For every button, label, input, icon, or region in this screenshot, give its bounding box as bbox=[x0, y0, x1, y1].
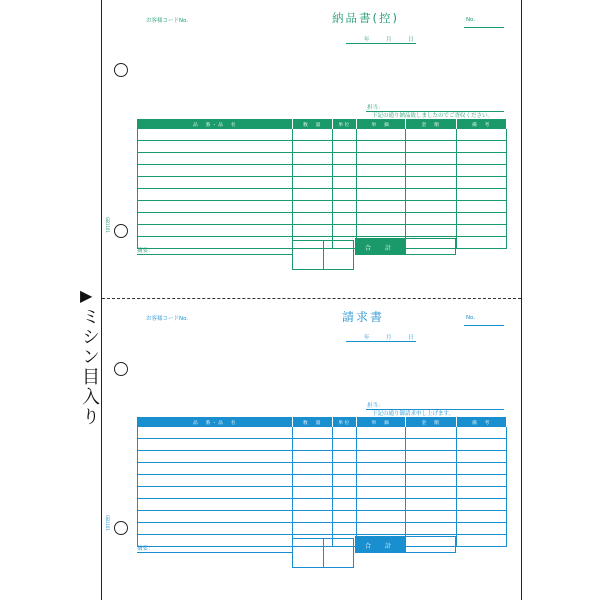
table-cell[interactable] bbox=[138, 153, 293, 165]
stamp-cell[interactable] bbox=[293, 241, 324, 269]
table-cell[interactable] bbox=[406, 475, 457, 487]
total-amount-box[interactable] bbox=[405, 238, 456, 255]
table-cell[interactable] bbox=[138, 225, 293, 237]
table-cell[interactable] bbox=[138, 177, 293, 189]
table-cell[interactable] bbox=[138, 141, 293, 153]
table-cell[interactable] bbox=[357, 153, 406, 165]
total-label: 合 計 bbox=[364, 543, 395, 550]
remarks-label: 摘要： bbox=[137, 248, 154, 254]
form-sheet bbox=[101, 0, 522, 600]
table-cell[interactable] bbox=[457, 439, 507, 451]
table-cell[interactable] bbox=[457, 475, 507, 487]
table-cell[interactable] bbox=[406, 451, 457, 463]
table-cell[interactable] bbox=[293, 463, 333, 475]
column-header: 単 価 bbox=[357, 120, 406, 129]
table-cell[interactable] bbox=[457, 535, 507, 547]
table-cell[interactable] bbox=[333, 439, 357, 451]
date-day: 日 bbox=[408, 37, 414, 43]
items-table bbox=[137, 417, 507, 547]
table-row bbox=[138, 213, 507, 225]
table-cell[interactable] bbox=[293, 165, 333, 177]
table-cell[interactable] bbox=[293, 475, 333, 487]
table-cell[interactable] bbox=[406, 499, 457, 511]
table-row bbox=[138, 487, 507, 499]
table-cell[interactable] bbox=[333, 463, 357, 475]
stamp-box bbox=[292, 538, 354, 568]
stamp-cell[interactable] bbox=[324, 539, 354, 567]
table-row bbox=[138, 439, 507, 451]
table-cell[interactable] bbox=[357, 523, 406, 535]
table-cell[interactable] bbox=[457, 463, 507, 475]
delivery-note-copy bbox=[102, 0, 521, 298]
table-cell[interactable] bbox=[293, 201, 333, 213]
table-cell[interactable] bbox=[333, 511, 357, 523]
table-cell[interactable] bbox=[333, 475, 357, 487]
table-cell[interactable] bbox=[406, 463, 457, 475]
table-cell[interactable] bbox=[138, 201, 293, 213]
table-cell[interactable] bbox=[357, 165, 406, 177]
table-cell[interactable] bbox=[293, 225, 333, 237]
table-cell[interactable] bbox=[357, 213, 406, 225]
date-month: 月 bbox=[386, 335, 392, 341]
perforation-line bbox=[102, 298, 521, 299]
table-cell[interactable] bbox=[457, 523, 507, 535]
table-cell[interactable] bbox=[333, 427, 357, 439]
table-cell[interactable] bbox=[333, 225, 357, 237]
table-cell[interactable] bbox=[357, 177, 406, 189]
date-year: 年 bbox=[364, 335, 370, 341]
table-cell[interactable] bbox=[293, 129, 333, 141]
table-cell[interactable] bbox=[333, 177, 357, 189]
table-cell[interactable] bbox=[333, 141, 357, 153]
table-cell[interactable] bbox=[357, 451, 406, 463]
table-cell[interactable] bbox=[293, 499, 333, 511]
table-cell[interactable] bbox=[457, 499, 507, 511]
table-cell[interactable] bbox=[406, 487, 457, 499]
table-cell[interactable] bbox=[357, 141, 406, 153]
table-cell[interactable] bbox=[357, 439, 406, 451]
table-cell[interactable] bbox=[138, 129, 293, 141]
table-cell[interactable] bbox=[357, 189, 406, 201]
total-amount-box[interactable] bbox=[405, 536, 456, 553]
table-row bbox=[138, 463, 507, 475]
customer-code-label: お客様コードNo. bbox=[146, 316, 189, 322]
table-cell[interactable] bbox=[138, 463, 293, 475]
column-header: 金 額 bbox=[406, 120, 457, 129]
table-row bbox=[138, 165, 507, 177]
table-cell[interactable] bbox=[457, 141, 507, 153]
table-cell[interactable] bbox=[138, 511, 293, 523]
table-row bbox=[138, 475, 507, 487]
table-cell[interactable] bbox=[138, 427, 293, 439]
number-label: No. bbox=[466, 17, 476, 23]
stamp-cell[interactable] bbox=[324, 241, 354, 269]
table-cell[interactable] bbox=[406, 523, 457, 535]
table-cell[interactable] bbox=[293, 523, 333, 535]
message-text: 下記の通り御請求申し上げます。 bbox=[372, 411, 455, 417]
column-header: 数 量 bbox=[293, 418, 333, 427]
stamp-box bbox=[292, 240, 354, 270]
table-cell[interactable] bbox=[138, 189, 293, 201]
column-header: 金 額 bbox=[406, 418, 457, 427]
table-cell[interactable] bbox=[457, 225, 507, 237]
table-row bbox=[138, 451, 507, 463]
table-cell[interactable] bbox=[457, 213, 507, 225]
date-day: 日 bbox=[408, 335, 414, 341]
table-cell[interactable] bbox=[333, 189, 357, 201]
table-cell[interactable] bbox=[333, 499, 357, 511]
table-cell[interactable] bbox=[293, 451, 333, 463]
column-header: 単位 bbox=[333, 418, 357, 427]
number-line bbox=[464, 27, 504, 28]
table-cell[interactable] bbox=[333, 165, 357, 177]
table-cell[interactable] bbox=[293, 213, 333, 225]
remarks-label: 摘要： bbox=[137, 546, 154, 552]
table-row bbox=[138, 427, 507, 439]
table-cell[interactable] bbox=[333, 129, 357, 141]
invoice-form bbox=[102, 300, 521, 598]
table-cell[interactable] bbox=[357, 225, 406, 237]
table-cell[interactable] bbox=[293, 177, 333, 189]
table-cell[interactable] bbox=[406, 165, 457, 177]
table-cell[interactable] bbox=[138, 499, 293, 511]
table-cell[interactable] bbox=[357, 427, 406, 439]
table-row bbox=[138, 177, 507, 189]
table-cell[interactable] bbox=[406, 225, 457, 237]
table-cell[interactable] bbox=[357, 487, 406, 499]
remarks-line bbox=[137, 254, 292, 255]
customer-code-label: お客様コードNo. bbox=[146, 18, 189, 24]
table-row bbox=[138, 511, 507, 523]
table-cell[interactable] bbox=[293, 427, 333, 439]
table-cell[interactable] bbox=[138, 213, 293, 225]
table-cell[interactable] bbox=[138, 535, 293, 547]
column-header: 数 量 bbox=[293, 120, 333, 129]
table-cell[interactable] bbox=[138, 439, 293, 451]
table-cell[interactable] bbox=[457, 511, 507, 523]
date-year: 年 bbox=[364, 37, 370, 43]
side-label bbox=[80, 288, 98, 427]
table-cell[interactable] bbox=[357, 129, 406, 141]
table-row bbox=[138, 129, 507, 141]
column-header: 単 価 bbox=[357, 418, 406, 427]
number-line bbox=[464, 325, 504, 326]
table-cell[interactable] bbox=[293, 511, 333, 523]
table-cell[interactable] bbox=[406, 201, 457, 213]
table-cell[interactable] bbox=[333, 213, 357, 225]
table-cell[interactable] bbox=[333, 487, 357, 499]
table-cell[interactable] bbox=[406, 177, 457, 189]
table-header bbox=[138, 120, 507, 129]
items-table bbox=[137, 119, 507, 249]
person-label: 担当： bbox=[367, 403, 384, 409]
form-title: 納品書(控) bbox=[332, 11, 399, 25]
column-header: 単位 bbox=[333, 120, 357, 129]
table-cell[interactable] bbox=[406, 511, 457, 523]
table-cell[interactable] bbox=[293, 487, 333, 499]
table-cell[interactable] bbox=[357, 201, 406, 213]
table-cell[interactable] bbox=[406, 153, 457, 165]
table-cell[interactable] bbox=[138, 237, 293, 249]
date-line bbox=[346, 43, 416, 44]
table-cell[interactable] bbox=[333, 451, 357, 463]
remarks-line bbox=[137, 552, 292, 553]
perforation-note: ミシン目入り bbox=[79, 307, 100, 427]
right-triangle-icon: ▶ bbox=[80, 286, 93, 305]
table-cell[interactable] bbox=[406, 129, 457, 141]
table-cell[interactable] bbox=[357, 463, 406, 475]
table-cell[interactable] bbox=[406, 141, 457, 153]
table-cell[interactable] bbox=[138, 165, 293, 177]
table-cell[interactable] bbox=[457, 237, 507, 249]
form-code: GB1101 bbox=[105, 515, 110, 532]
form-title: 請求書 bbox=[342, 310, 385, 324]
table-cell[interactable] bbox=[457, 153, 507, 165]
table-cell[interactable] bbox=[357, 511, 406, 523]
table-row bbox=[138, 141, 507, 153]
table-cell[interactable] bbox=[138, 487, 293, 499]
table-cell[interactable] bbox=[293, 153, 333, 165]
table-cell[interactable] bbox=[457, 165, 507, 177]
table-header bbox=[138, 418, 507, 427]
table-cell[interactable] bbox=[406, 439, 457, 451]
total-label: 合 計 bbox=[364, 245, 395, 252]
table-cell[interactable] bbox=[457, 189, 507, 201]
table-row bbox=[138, 499, 507, 511]
column-header: 備 考 bbox=[457, 120, 507, 129]
table-row bbox=[138, 189, 507, 201]
table-row bbox=[138, 523, 507, 535]
column-header: 品 番・品 名 bbox=[138, 120, 293, 129]
table-cell[interactable] bbox=[457, 129, 507, 141]
table-cell[interactable] bbox=[333, 523, 357, 535]
table-cell[interactable] bbox=[457, 427, 507, 439]
form-code: GB1101 bbox=[105, 217, 110, 234]
table-cell[interactable] bbox=[293, 189, 333, 201]
table-cell[interactable] bbox=[138, 523, 293, 535]
message-text: 下記の通り納品致しましたのでご査収ください。 bbox=[372, 113, 494, 119]
table-cell[interactable] bbox=[406, 213, 457, 225]
table-cell[interactable] bbox=[138, 451, 293, 463]
table-cell[interactable] bbox=[293, 141, 333, 153]
column-header: 備 考 bbox=[457, 418, 507, 427]
date-line bbox=[346, 341, 416, 342]
table-cell[interactable] bbox=[406, 189, 457, 201]
table-cell[interactable] bbox=[457, 177, 507, 189]
table-cell[interactable] bbox=[457, 201, 507, 213]
table-cell[interactable] bbox=[333, 153, 357, 165]
person-label: 担当： bbox=[367, 105, 384, 111]
table-cell[interactable] bbox=[138, 475, 293, 487]
table-row bbox=[138, 201, 507, 213]
table-cell[interactable] bbox=[457, 487, 507, 499]
date-month: 月 bbox=[386, 37, 392, 43]
table-cell[interactable] bbox=[357, 475, 406, 487]
number-label: No. bbox=[466, 315, 476, 321]
table-row bbox=[138, 153, 507, 165]
table-cell[interactable] bbox=[333, 201, 357, 213]
table-cell[interactable] bbox=[357, 499, 406, 511]
table-row bbox=[138, 225, 507, 237]
column-header: 品 番・品 名 bbox=[138, 418, 293, 427]
table-cell[interactable] bbox=[406, 427, 457, 439]
table-cell[interactable] bbox=[293, 439, 333, 451]
table-cell[interactable] bbox=[457, 451, 507, 463]
stamp-cell[interactable] bbox=[293, 539, 324, 567]
